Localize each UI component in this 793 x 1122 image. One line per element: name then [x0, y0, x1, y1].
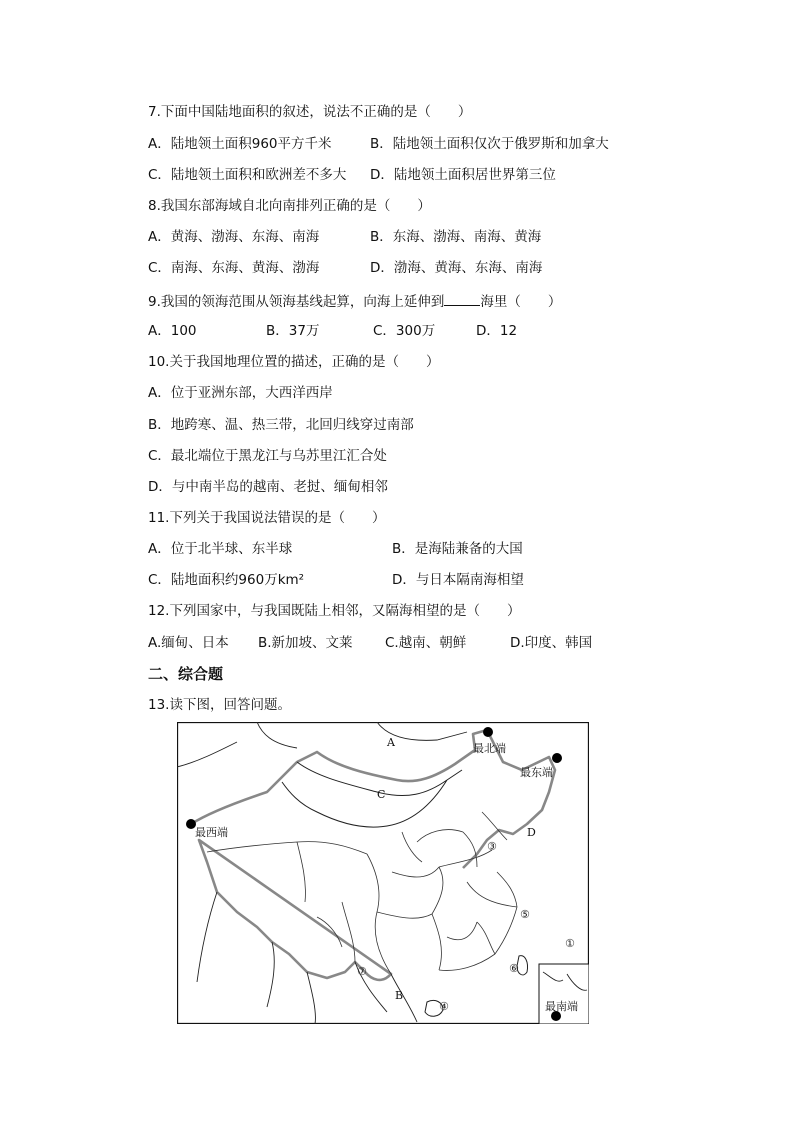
q10-option-a: A．位于亚洲东部，大西洋西岸	[148, 385, 333, 401]
marker-3: ③	[487, 840, 497, 853]
q8-option-a: A．黄海、渤海、东海、南海	[148, 229, 320, 245]
label-north: 最北端	[473, 742, 506, 755]
q7-stem: 7.下面中国陆地面积的叙述，说法不正确的是（ ）	[148, 104, 472, 120]
north-point	[483, 727, 493, 737]
q12-option-c: C.越南、朝鲜	[385, 635, 467, 651]
q7-option-b: B．陆地领土面积仅次于俄罗斯和加拿大	[370, 136, 609, 152]
q12-option-d: D.印度、韩国	[510, 635, 593, 651]
q11-option-d: D．与日本隔南海相望	[392, 572, 524, 588]
q10-option-d: D．与中南半岛的越南、老挝、缅甸相邻	[148, 479, 388, 495]
china-map	[177, 722, 589, 1024]
q7-option-d: D．陆地领土面积居世界第三位	[370, 167, 556, 183]
q9-stem	[148, 291, 561, 311]
q12-option-b: B.新加坡、文莱	[258, 635, 353, 651]
q8-stem: 8.我国东部海域自北向南排列正确的是（ ）	[148, 198, 431, 214]
q11-option-a: A．位于北半球、东半球	[148, 541, 293, 557]
q8-option-c: C．南海、东海、黄海、渤海	[148, 260, 320, 276]
q8-option-b: B．东海、渤海、南海、黄海	[370, 229, 542, 245]
marker-1: ①	[565, 937, 575, 950]
marker-5: ⑤	[520, 908, 530, 921]
q9-option-c: C．300万	[373, 323, 436, 339]
q11-option-c: C．陆地面积约960万km²	[148, 572, 305, 588]
label-d: D	[527, 826, 536, 839]
south-sea-inset	[539, 964, 589, 1024]
q10-option-c: C．最北端位于黑龙江与乌苏里江汇合处	[148, 448, 387, 464]
section-title: 二、综合题	[148, 665, 224, 683]
marker-6: ⑥	[509, 962, 519, 975]
q9-option-b: B．37万	[266, 323, 320, 339]
q10-stem: 10.关于我国地理位置的描述，正确的是（ ）	[148, 354, 440, 370]
q12-option-a: A.缅甸、日本	[148, 635, 229, 651]
q11-option-b: B．是海陆兼备的大国	[392, 541, 523, 557]
marker-7: ⑦	[357, 965, 367, 978]
marker-4: ④	[439, 1000, 449, 1013]
label-c: C	[377, 788, 386, 801]
label-south: 最南端	[545, 1000, 578, 1013]
q9-option-d: D．12	[476, 323, 518, 339]
q8-option-d: D．渤海、黄海、东海、南海	[370, 260, 543, 276]
q11-stem: 11.下列关于我国说法错误的是（ ）	[148, 510, 386, 526]
q9-stem-pre: 9.我国的领海范围从领海基线起算，向海上延伸到	[148, 294, 445, 310]
q7-option-c: C．陆地领土面积和欧洲差不多大	[148, 167, 347, 183]
q7-option-a: A．陆地领土面积960平方千米	[148, 136, 332, 152]
q13-stem: 13.读下图，回答问题。	[148, 697, 291, 713]
label-west: 最西端	[195, 826, 228, 839]
q9-blank	[444, 291, 480, 306]
q9-option-a: A．100	[148, 323, 197, 339]
q9-stem-post: 海里（ ）	[480, 294, 562, 310]
q10-option-b: B．地跨寒、温、热三带，北回归线穿过南部	[148, 417, 414, 433]
label-b: B	[395, 989, 404, 1002]
q12-stem: 12.下列国家中，与我国既陆上相邻，又隔海相望的是（ ）	[148, 603, 521, 619]
east-point	[552, 753, 562, 763]
label-east: 最东端	[520, 766, 553, 779]
label-a: A	[387, 736, 395, 749]
